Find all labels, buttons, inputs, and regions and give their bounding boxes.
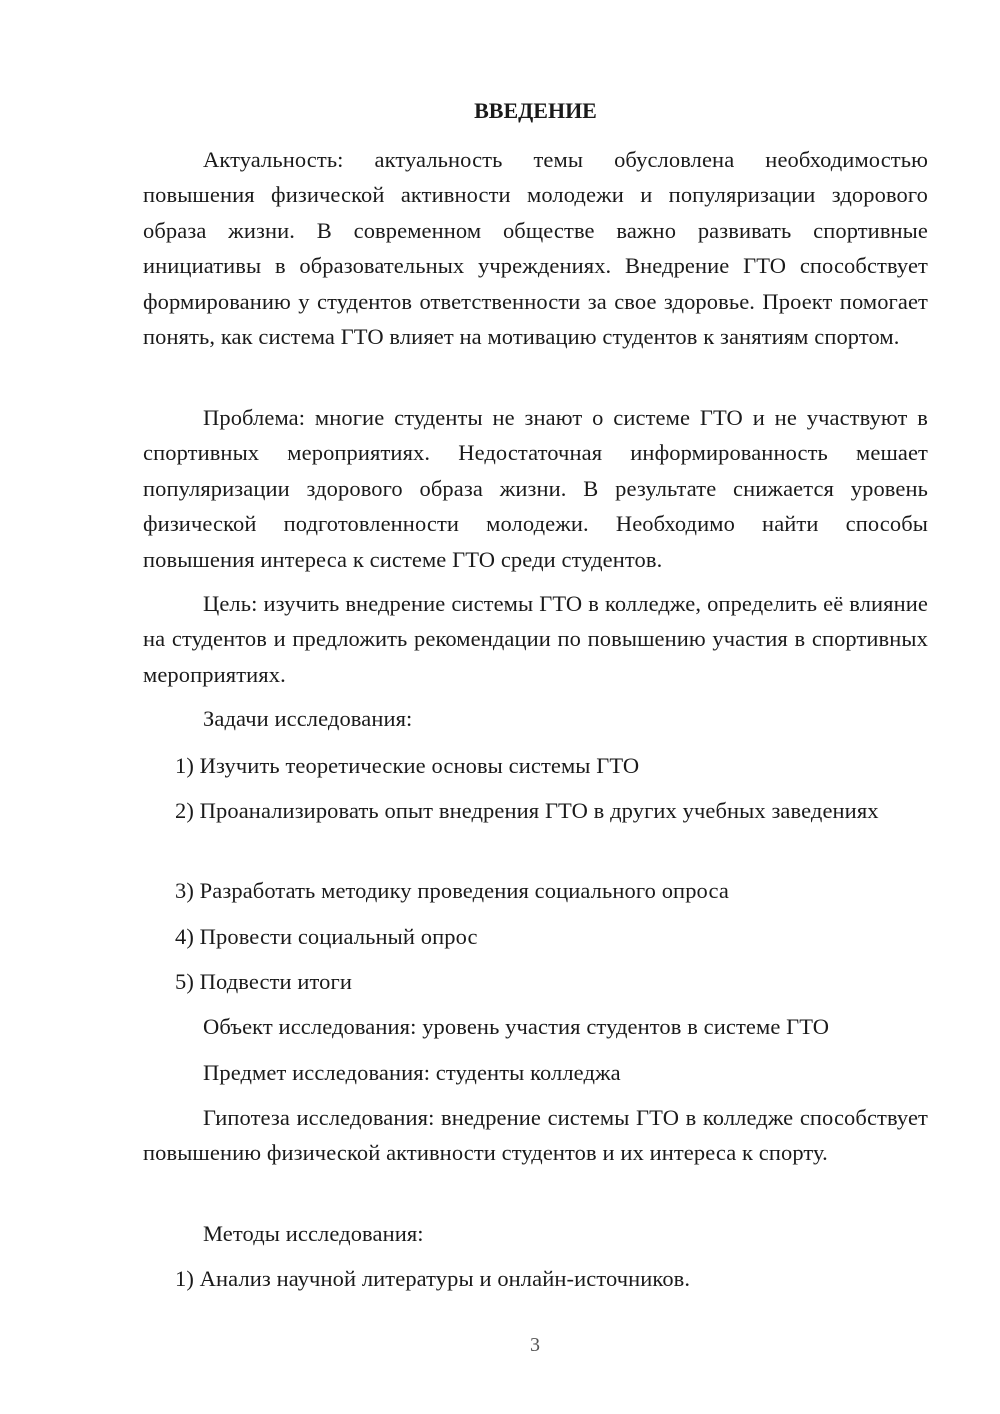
paragraph-methods-heading: Методы исследования: bbox=[203, 1221, 424, 1246]
paragraph-relevance: Актуальность: актуальность темы обусловлена необходимостью повышения физической активности молодежи и популяризации здорового образа жизни. В современном обществе важно развивать спортивные инициативы в образовательных учреждениях. Внедрение ГТО способствует формированию у студентов ответственности за свое здоровье. Проект помогает понять, как система ГТО влияет на мотивацию студентов к занятиям спортом. bbox=[143, 147, 928, 350]
paragraph-problem: Проблема: многие студенты не знают о системе ГТО и не участвуют в спортивных мероприятиях. Недостаточная информированность мешает популяризации здорового образа жизни. В результате снижается уровень физической подготовленности молодежи. Необходимо найти способы повышения интереса к системе ГТО среди студентов. bbox=[143, 405, 928, 572]
paragraph-hypothesis: Гипотеза исследования: внедрение системы ГТО в колледже способствует повышению физической активности студентов и их интереса к спорту. bbox=[143, 1105, 928, 1166]
list-item-task-3: 3) Разработать методику проведения социального опроса bbox=[175, 878, 729, 903]
list-item-task-1: 1) Изучить теоретические основы системы ГТО bbox=[175, 753, 640, 778]
paragraph-subject: Предмет исследования: студенты колледжа bbox=[203, 1060, 621, 1085]
paragraph-goal: Цель: изучить внедрение системы ГТО в колледже, определить её влияние на студентов и предложить рекомендации по повышению участия в спортивных мероприятиях. bbox=[143, 591, 928, 687]
page-number: 3 bbox=[530, 1334, 540, 1356]
paragraph-object: Объект исследования: уровень участия студентов в системе ГТО bbox=[203, 1014, 830, 1039]
paragraph-tasks-heading: Задачи исследования: bbox=[203, 706, 413, 731]
page-title: ВВЕДЕНИЕ bbox=[474, 98, 597, 123]
list-item-task-5: 5) Подвести итоги bbox=[175, 969, 352, 994]
list-item-method-1: 1) Анализ научной литературы и онлайн-источников. bbox=[175, 1266, 691, 1291]
list-item-task-4: 4) Провести социальный опрос bbox=[175, 924, 478, 949]
list-item-task-2: 2) Проанализировать опыт внедрения ГТО в других учебных заведениях bbox=[175, 798, 879, 823]
